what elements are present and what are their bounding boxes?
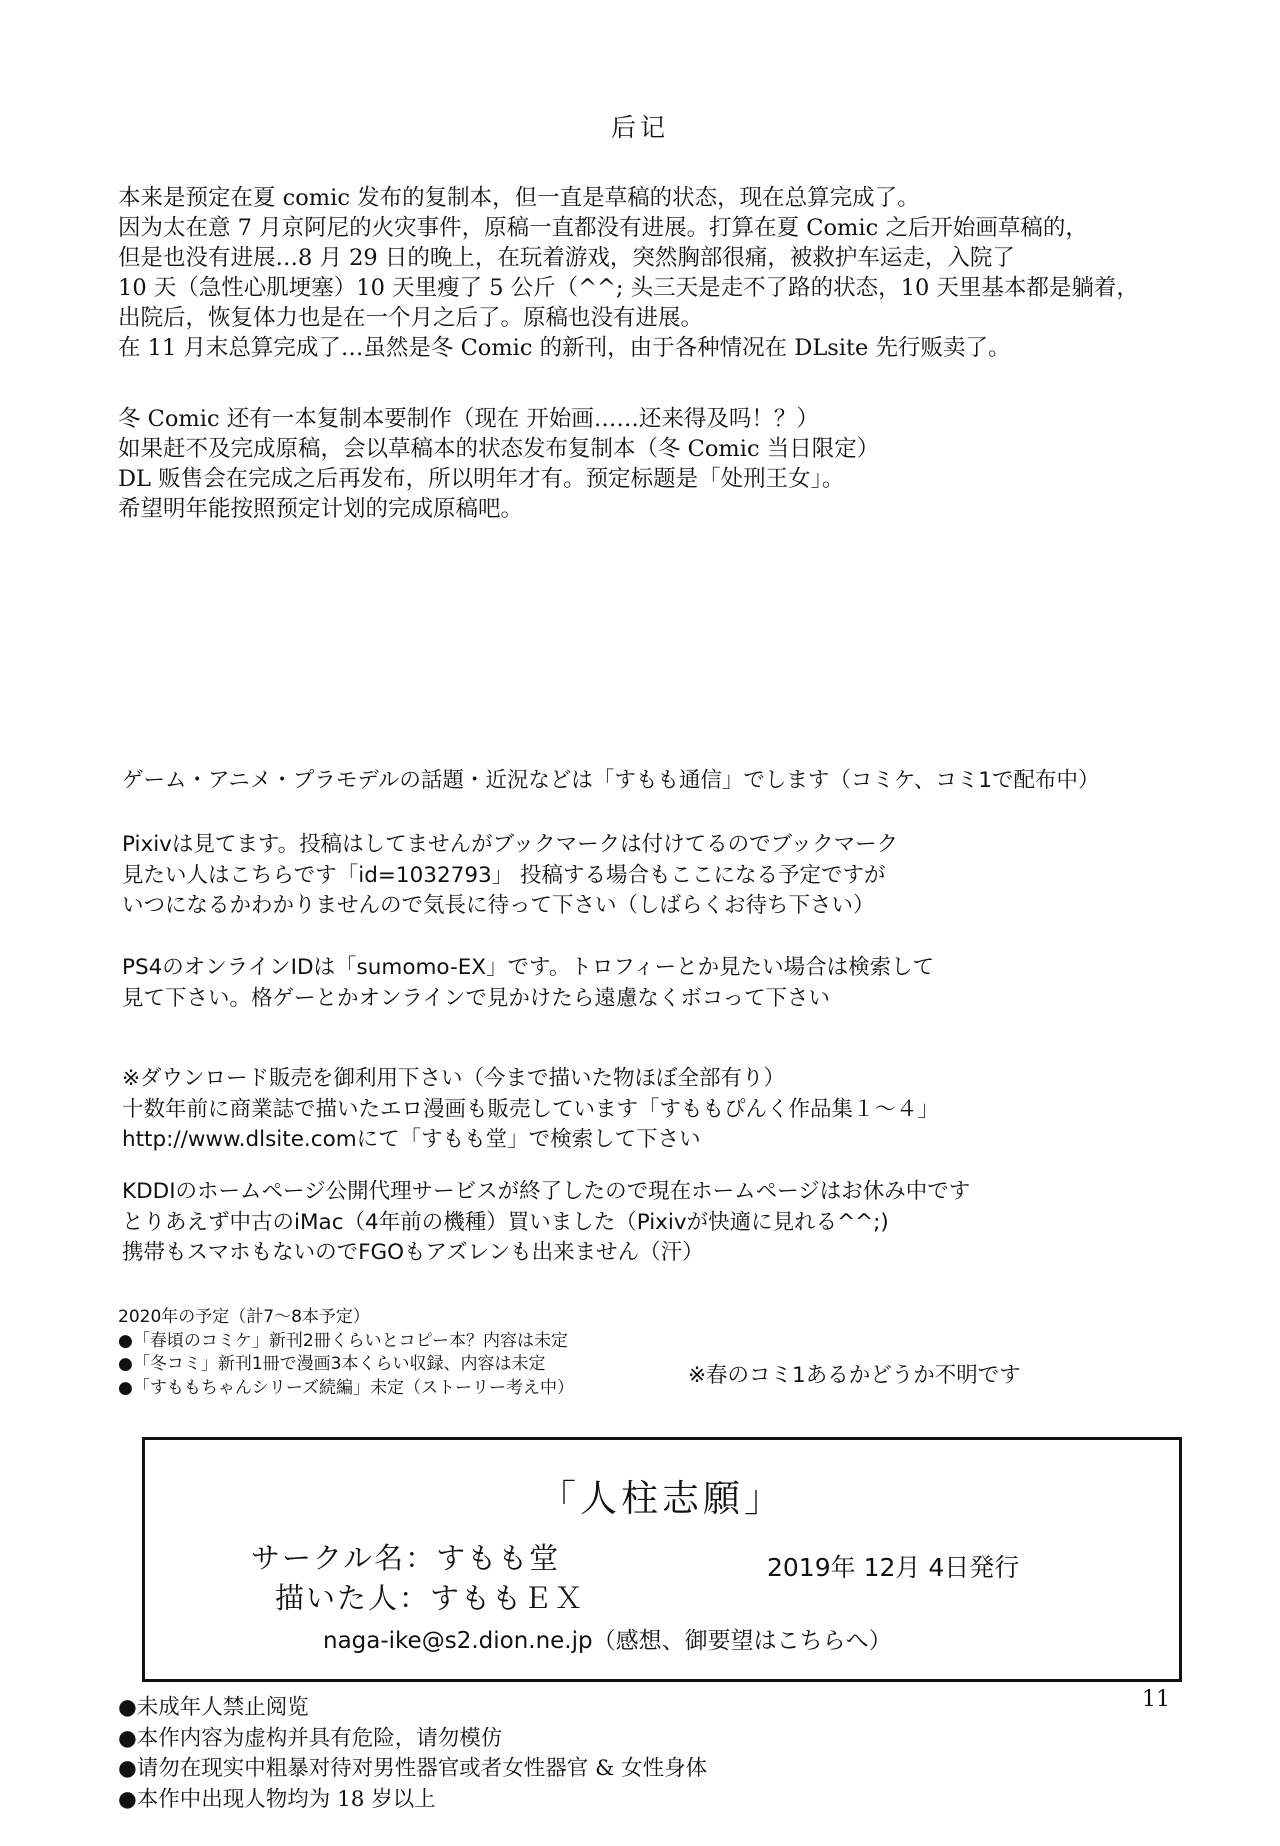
schedule-item: ●「すももちゃんシリーズ続編」未定（ストーリー考え中） xyxy=(118,1377,574,1398)
colophon-box xyxy=(142,1437,1182,1682)
warning-item: ●未成年人禁止阅览 xyxy=(118,1695,309,1720)
download-note xyxy=(122,1064,939,1156)
schedule-list xyxy=(118,1306,574,1400)
publish-date: 2019年 12月 4日発行 xyxy=(767,1553,1020,1582)
download-line: ※ダウンロード販売を御利用下さい（今まで描いた物ほぼ全部有り） xyxy=(122,1066,786,1091)
schedule-item: ●「春頃のコミケ」新刊2冊くらいとコピー本？内容は未定 xyxy=(118,1330,568,1351)
tsushin-note: ゲーム・アニメ・プラモデルの話題・近況などは「すもも通信」でします（コミケ、コミ1で配布中） xyxy=(122,768,1100,793)
plans-line: 冬 Comic 还有一本复制本要制作（现在 开始画……还来得及吗！？） xyxy=(118,406,819,432)
circle-name: サークル名：すもも堂 xyxy=(251,1541,561,1575)
download-line: http://www.dlsite.comにて「すもも堂」で検索して下さい xyxy=(122,1127,701,1152)
plans-line: DL 贩售会在完成之后再发布，所以明年才有。预定标题是「处刑王女」。 xyxy=(118,466,845,492)
ps4-line: 見て下さい。格ゲーとかオンラインで見かけたら遠慮なくボコって下さい xyxy=(122,985,830,1011)
schedule-note: ※春のコミ1あるかどうか不明です xyxy=(688,1363,1021,1388)
book-title: 「人柱志願」 xyxy=(539,1477,785,1520)
page-title: 后记 xyxy=(610,113,669,142)
author-name: 描いた人：すももＥＸ xyxy=(275,1581,586,1615)
afterword-line: 本来是预定在夏 comic 发布的复制本，但一直是草稿的状态，现在总算完成了。 xyxy=(118,185,920,211)
homepage-note xyxy=(122,1177,970,1269)
warning-item: ●请勿在现实中粗暴对待对男性器官或者女性器官 & 女性身体 xyxy=(118,1756,708,1781)
homepage-line: とりあえず中古のiMac（4年前の機種）買いました（Pixivが快適に見れる^^;) xyxy=(122,1209,889,1235)
download-line: 十数年前に商業誌で描いたエロ漫画も販売しています「すももぴんく作品集１～４」 xyxy=(122,1096,940,1122)
pixiv-line: Pixivは見てます。投稿はしてませんがブックマークは付けてるのでブックマーク xyxy=(122,832,899,857)
schedule-item: ●「冬コミ」新刊1冊で漫画3本くらい収録、内容は未定 xyxy=(118,1354,546,1374)
afterword-line: 出院后，恢复体力也是在一个月之后了。原稿也没有进展。 xyxy=(118,305,704,331)
homepage-line: KDDIのホームページ公開代理サービスが終了したので現在ホームページはお休み中です xyxy=(122,1179,971,1204)
afterword-line: 因为太在意 7 月京阿尼的火灾事件，原稿一直都没有进展。打算在夏 Comic 之后开始画草稿的， xyxy=(118,215,1088,241)
pixiv-line: いつになるかわかりませんので気長に待って下さい（しばらくお待ち下さい） xyxy=(122,893,875,918)
afterword-line: 10 天（急性心肌埂塞）10 天里瘦了 5 公斤（^^; 头三天是走不了路的状态，10 天里基本都是躺着， xyxy=(118,275,1139,301)
ps4-line: PS4のオンラインIDは「sumomo-EX」です。トロフィーとか見たい場合は検索して xyxy=(122,955,935,980)
afterword-line: 但是也没有进展…8 月 29 日的晚上，在玩着游戏，突然胸部很痛，被救护车运走，入院了 xyxy=(118,245,1015,271)
plans-paragraph xyxy=(118,404,879,524)
ps4-note xyxy=(122,953,934,1014)
warning-item: ●本作中出现人物均为 18 岁以上 xyxy=(118,1786,436,1812)
warning-item: ●本作内容为虚构并具有危险，请勿模仿 xyxy=(118,1725,503,1751)
homepage-line: 携帯もスマホもないのでFGOもアズレンも出来ません（汗） xyxy=(122,1240,704,1265)
pixiv-note xyxy=(122,830,898,922)
afterword-line: 在 11 月末总算完成了…虽然是冬 Comic 的新刊，由于各种情况在 DLsite 先行贩卖了。 xyxy=(118,335,1011,361)
schedule-heading: 2020年の予定（計7～8本予定） xyxy=(118,1307,370,1327)
contact-email: naga-ike@s2.dion.ne.jp（感想、御要望はこちらへ） xyxy=(323,1628,892,1654)
page-number: 11 xyxy=(1142,1687,1170,1712)
plans-line: 如果赶不及完成原稿，会以草稿本的状态发布复制本（冬 Comic 当日限定） xyxy=(118,436,880,462)
pixiv-line: 見たい人はこちらです「id=1032793」 投稿する場合もここになる予定ですが xyxy=(122,862,886,888)
plans-line: 希望明年能按照预定计划的完成原稿吧。 xyxy=(118,496,524,522)
warnings-list xyxy=(118,1693,707,1815)
afterword-paragraph xyxy=(118,183,1139,363)
